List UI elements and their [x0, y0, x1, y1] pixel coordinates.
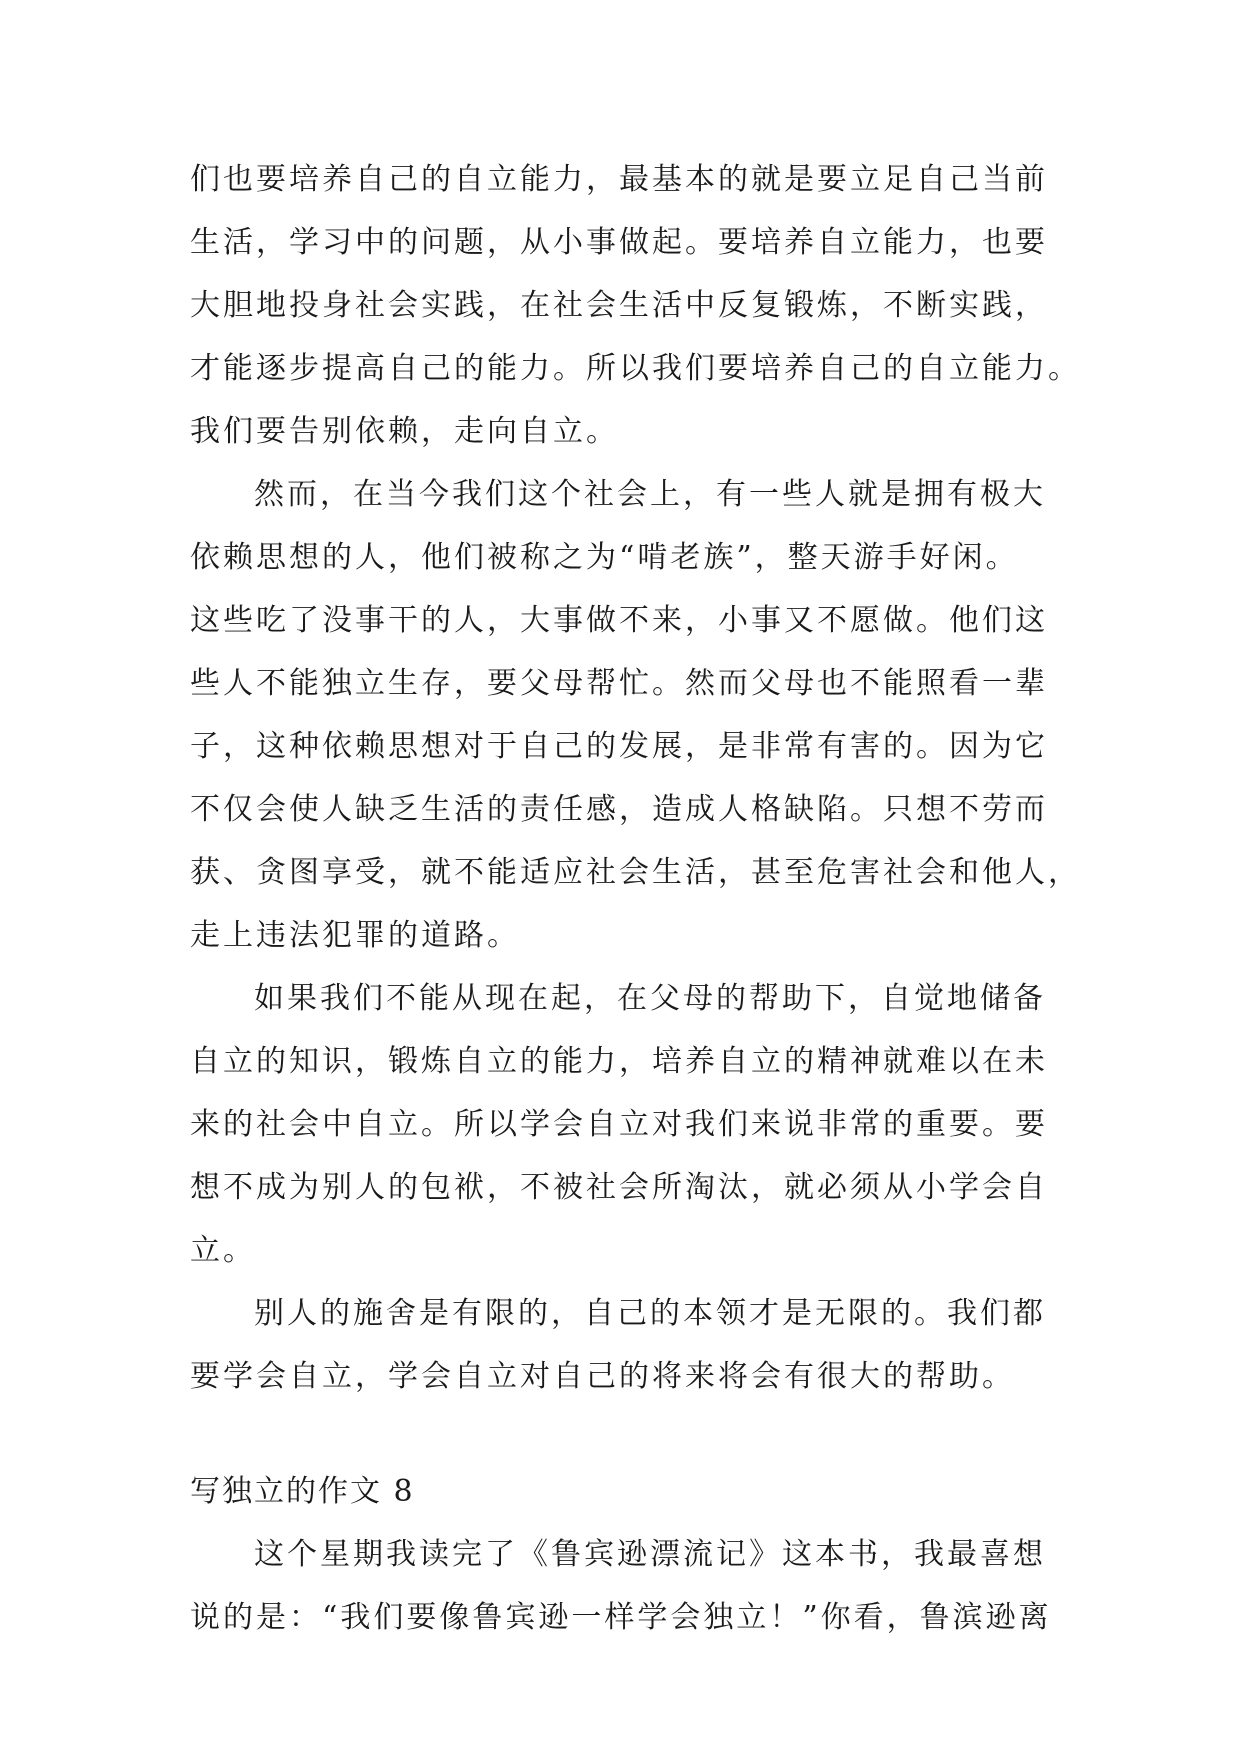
document-page — [190, 148, 1081, 1649]
text-line: 我们要告别依赖，走向自立。 — [190, 414, 619, 449]
text-line: 这个星期我读完了《鲁宾逊漂流记》这本书，我最喜想 — [254, 1537, 1046, 1572]
text-line: 说的是：“我们要像鲁宾逊一样学会独立！”你看，鲁滨逊离 — [190, 1600, 1052, 1635]
text-line: 来的社会中自立。所以学会自立对我们来说非常的重要。要 — [190, 1107, 1048, 1142]
text-line: 想不成为别人的包袱，不被社会所淘汰，就必须从小学会自 — [190, 1170, 1048, 1205]
text-line: 然而，在当今我们这个社会上，有一些人就是拥有极大 — [254, 477, 1046, 512]
text-line: 们也要培养自己的自立能力，最基本的就是要立足自己当前 — [190, 162, 1048, 197]
text-line: 不仅会使人缺乏生活的责任感，造成人格缺陷。只想不劳而 — [190, 792, 1048, 827]
paragraph — [190, 148, 1081, 463]
text-line: 走上违法犯罪的道路。 — [190, 918, 520, 953]
paragraph — [190, 1523, 1060, 1649]
text-line: 如果我们不能从现在起，在父母的帮助下，自觉地储备 — [254, 981, 1046, 1016]
paragraph — [190, 967, 1060, 1282]
text-line: 自立的知识，锻炼自立的能力，培养自立的精神就难以在未 — [190, 1044, 1048, 1079]
text-line: 大胆地投身社会实践，在社会生活中反复锻炼，不断实践， — [190, 288, 1048, 323]
section-heading: 写独立的作文 8 — [190, 1474, 415, 1509]
paragraph — [190, 463, 1081, 967]
text-line: 获、贪图享受，就不能适应社会生活，甚至危害社会和他人， — [190, 855, 1081, 890]
text-line: 生活，学习中的问题，从小事做起。要培养自立能力，也要 — [190, 225, 1048, 260]
text-line: 这些吃了没事干的人，大事做不来，小事又不愿做。他们这 — [190, 603, 1048, 638]
text-line: 依赖思想的人，他们被称之为“啃老族”，整天游手好闲。 — [190, 540, 1019, 575]
text-line: 才能逐步提高自己的能力。所以我们要培养自己的自立能力。 — [190, 351, 1081, 386]
text-line: 要学会自立，学会自立对自己的将来将会有很大的帮助。 — [190, 1359, 1015, 1394]
paragraph — [190, 1282, 1060, 1408]
text-line: 别人的施舍是有限的，自己的本领才是无限的。我们都 — [254, 1296, 1046, 1331]
text-line: 立。 — [190, 1233, 256, 1268]
text-line: 子，这种依赖思想对于自己的发展，是非常有害的。因为它 — [190, 729, 1048, 764]
text-line: 些人不能独立生存，要父母帮忙。然而父母也不能照看一辈 — [190, 666, 1048, 701]
